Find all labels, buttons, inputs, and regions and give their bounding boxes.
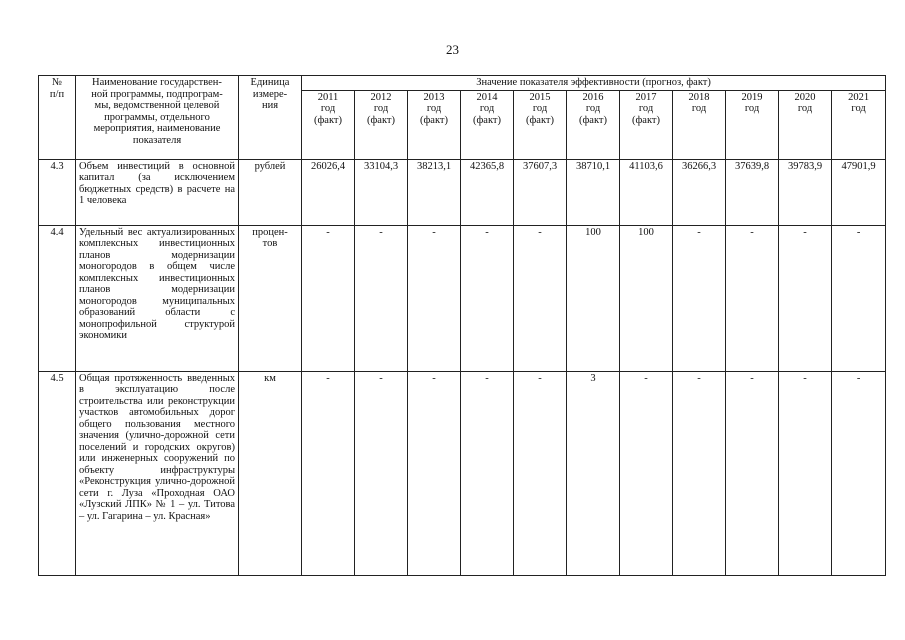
row-value: 42365,8	[461, 159, 514, 225]
row-value: 36266,3	[673, 159, 726, 225]
row-num: 4.3	[39, 159, 76, 225]
row-value: 41103,6	[620, 159, 673, 225]
row-value: -	[779, 371, 832, 575]
row-value: -	[620, 371, 673, 575]
row-unit: рублей	[239, 159, 302, 225]
row-value: -	[673, 225, 726, 371]
row-value: -	[302, 371, 355, 575]
header-year: 2018 год	[673, 90, 726, 159]
row-name: Объем инвестиций в основной капитал (за исключением бюджетных средств) в расчете на 1 человека	[76, 159, 239, 225]
row-value: -	[673, 371, 726, 575]
row-value: 38710,1	[567, 159, 620, 225]
row-unit: процен- тов	[239, 225, 302, 371]
row-value: 47901,9	[832, 159, 886, 225]
row-value: 100	[620, 225, 673, 371]
row-name: Удельный вес актуализированных комплексных инвестиционных планов модернизации моногородов в общем числе комплексных инвестиционных планов модернизации моногородов муниципальных образований области с монопрофильной структурой экономики	[76, 225, 239, 371]
header-year: 2020 год	[779, 90, 832, 159]
header-year: 2019 год	[726, 90, 779, 159]
table-row	[39, 371, 886, 575]
row-value: 3	[567, 371, 620, 575]
header-year: 2021 год	[832, 90, 886, 159]
header-year: 2012 год (факт)	[355, 90, 408, 159]
row-value: -	[779, 225, 832, 371]
row-value: 26026,4	[302, 159, 355, 225]
row-value: 37639,8	[726, 159, 779, 225]
row-value: 38213,1	[408, 159, 461, 225]
header-group: Значение показателя эффективности (прогноз, факт)	[302, 76, 886, 91]
header-num: № п/п	[39, 76, 76, 160]
row-value: -	[514, 371, 567, 575]
header-unit: Единица измере- ния	[239, 76, 302, 160]
table-row	[39, 225, 886, 371]
row-value: -	[726, 371, 779, 575]
row-value: -	[408, 225, 461, 371]
row-value: 100	[567, 225, 620, 371]
row-value: -	[355, 225, 408, 371]
indicators-table	[38, 75, 886, 576]
page-number: 23	[446, 42, 459, 57]
header-year: 2014 год (факт)	[461, 90, 514, 159]
row-value: -	[514, 225, 567, 371]
row-unit: км	[239, 371, 302, 575]
header-year: 2011 год (факт)	[302, 90, 355, 159]
header-year: 2013 год (факт)	[408, 90, 461, 159]
row-value: -	[832, 225, 886, 371]
header-year: 2017 год (факт)	[620, 90, 673, 159]
row-value: -	[408, 371, 461, 575]
header-year: 2015 год (факт)	[514, 90, 567, 159]
header-name: Наименование государствен- ной программы, подпрограм- мы, ведомственной целевой программы, отдельного мероприятия, наименование показателя	[76, 76, 239, 160]
table-row	[39, 159, 886, 225]
row-value: -	[355, 371, 408, 575]
row-name: Общая протяженность введенных в эксплуатацию после строительства или реконструкции участков автомобильных дорог общего пользования местного значения (улично-дорожной сети поселений и городских округов) или инженерных сооружений по объекту инфраструктуры «Реконструкция улично-дорожной сети г. Луза «Проходная ОАО «Лузский ЛПК» № 1 – ул. Титова – ул. Гагарина – ул. Красная»	[76, 371, 239, 575]
row-value: 33104,3	[355, 159, 408, 225]
row-num: 4.5	[39, 371, 76, 575]
row-num: 4.4	[39, 225, 76, 371]
row-value: -	[461, 371, 514, 575]
row-value: -	[302, 225, 355, 371]
row-value: 39783,9	[779, 159, 832, 225]
header-year: 2016 год (факт)	[567, 90, 620, 159]
row-value: -	[726, 225, 779, 371]
header-row-top	[39, 76, 886, 91]
row-value: 37607,3	[514, 159, 567, 225]
row-value: -	[461, 225, 514, 371]
row-value: -	[832, 371, 886, 575]
